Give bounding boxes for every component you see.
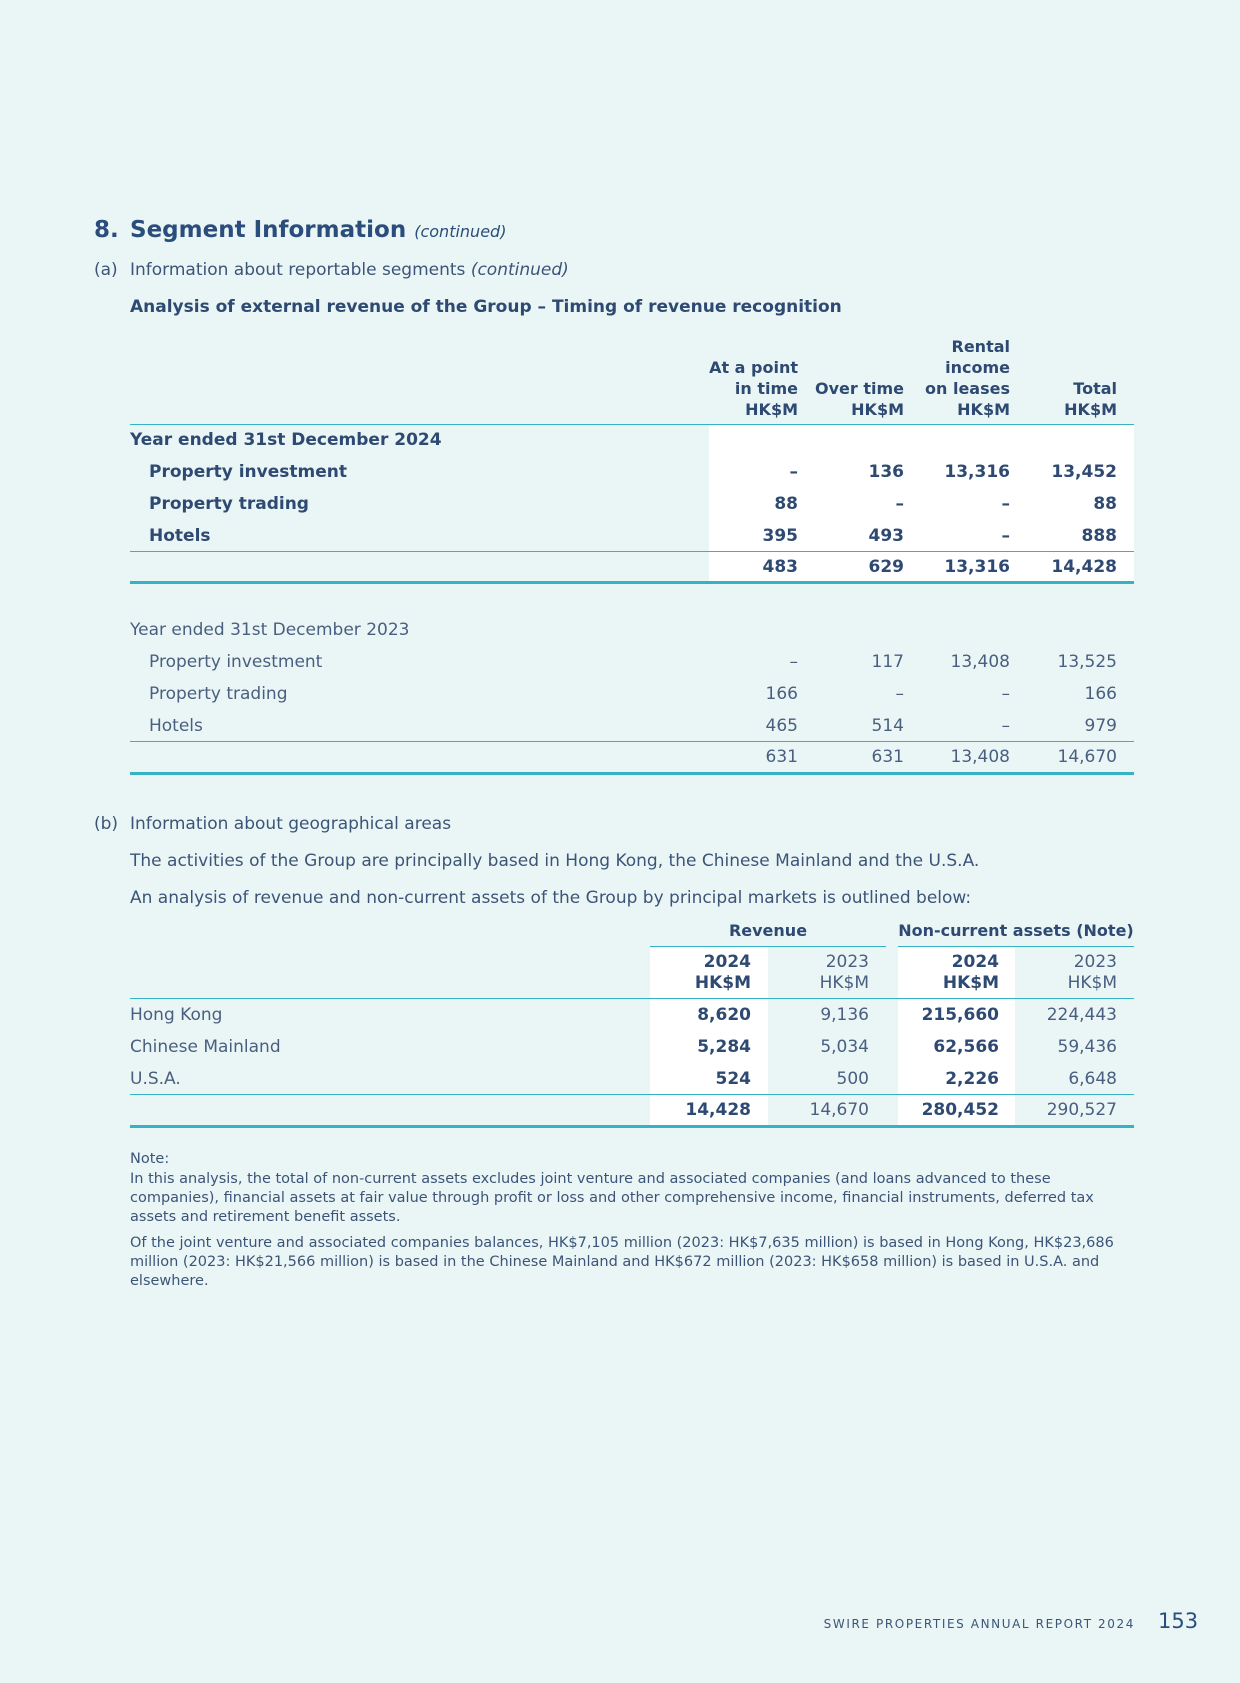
table1-2024-total-cell: 14,428 [1051, 557, 1117, 577]
table2-group-revenue-rule [650, 946, 886, 947]
table1-2023-total-cell: 13,408 [950, 747, 1010, 767]
table1-2023-row-label: Property trading [149, 684, 288, 704]
table1-2024-cell: 88 [774, 494, 798, 514]
header-line: HK$M [745, 400, 798, 419]
table2-header-revenue-2023 [768, 952, 869, 994]
part-b-paragraph-1: The activities of the Group are principally based in Hong Kong, the Chinese Mainland and the U.S.A. [130, 851, 980, 871]
table1-2023-cell: – [789, 652, 798, 672]
table1-2024-total-cell: 13,316 [944, 557, 1010, 577]
analysis-title: Analysis of external revenue of the Group – Timing of revenue recognition [130, 297, 842, 317]
table2-total-rule [130, 1125, 1134, 1128]
header-line: HK$M [851, 400, 904, 419]
table1-2023-total-cell: 631 [871, 747, 904, 767]
table1-2023-cell: 166 [1084, 684, 1117, 704]
header-line: on leases [925, 379, 1010, 398]
table1-header-over-time [790, 378, 904, 420]
note-paragraph-1: In this analysis, the total of non-current assets excludes joint venture and associated companies (and loans advanced to these companies), financial assets at fair value through profit or loss and other comprehensive income, financial instruments, deferred tax assets and retirement benefit assets. [130, 1171, 1094, 1225]
table2-group-assets-rule [898, 946, 1134, 947]
table1-2024-row-label: Property investment [149, 462, 347, 482]
table1-2023-cell: 166 [765, 684, 798, 704]
section-continued: (continued) [414, 222, 507, 241]
header-line: HK$M [1064, 400, 1117, 419]
table1-2024-subtotal-rule [130, 551, 1134, 552]
table1-header-point-in-time [680, 357, 798, 420]
table1-2024-cell: 88 [1093, 494, 1117, 514]
note-paragraph-2: Of the joint venture and associated companies balances, HK$7,105 million (2023: HK$7,635 million) is based in Hong Kong, HK$23,686 million (2023: HK$21,566 million) is based in the Chinese Mainland and HK$672 million (2023: HK$658 million) is based in U.S.A. and elsewhere. [130, 1235, 1114, 1289]
table2-cell: 2,226 [945, 1069, 999, 1089]
table2-cell: 8,620 [697, 1005, 751, 1025]
table2-header-assets-2024 [898, 952, 999, 994]
footer-report-title: SWIRE PROPERTIES ANNUAL REPORT 2024 [823, 1617, 1135, 1631]
header-line: 2023 [1073, 952, 1117, 972]
table2-cell: 62,566 [933, 1037, 999, 1057]
table1-year-2023-label: Year ended 31st December 2023 [130, 620, 410, 640]
header-line: Total [1073, 379, 1117, 398]
table1-2023-cell: 13,408 [950, 652, 1010, 672]
table1-2024-cell: 136 [868, 462, 904, 482]
table1-2024-cell: 395 [762, 526, 798, 546]
table1-2024-total-cell: 483 [762, 557, 798, 577]
table1-2024-total-cell: 629 [868, 557, 904, 577]
table2-group-revenue: Revenue [728, 921, 808, 940]
table1-2023-total-cell: 631 [765, 747, 798, 767]
header-line: Over time [815, 379, 904, 398]
table2-cell: 5,284 [697, 1037, 751, 1057]
table1-2023-cell: 465 [765, 716, 798, 736]
table1-2023-cell: 13,525 [1057, 652, 1117, 672]
header-line: HK$M [819, 973, 869, 993]
part-b-label: (b) [94, 814, 119, 834]
table1-2024-cell: 493 [868, 526, 904, 546]
table2-cell: 9,136 [820, 1005, 869, 1025]
table1-header-rental-income [896, 336, 1010, 420]
note-label: Note: [130, 1151, 170, 1167]
table1-2024-cell: – [1001, 494, 1010, 514]
table2-header-revenue-2024 [650, 952, 751, 994]
header-line: HK$M [1067, 973, 1117, 993]
page-number: 153 [1158, 1609, 1199, 1633]
table1-2024-row-label: Hotels [149, 526, 211, 546]
section-title-text: Segment Information [130, 217, 407, 243]
table2-cell: 6,648 [1068, 1069, 1117, 1089]
part-a-heading-text: Information about reportable segments [130, 260, 466, 280]
table1-2023-total-cell: 14,670 [1057, 747, 1117, 767]
table2-cell: 524 [715, 1069, 751, 1089]
table1-2023-row-label: Hotels [149, 716, 203, 736]
table2-row-label: Hong Kong [130, 1005, 223, 1025]
table1-2023-cell: – [895, 684, 904, 704]
header-line: HK$M [942, 973, 999, 993]
table1-year-2024-label: Year ended 31st December 2024 [130, 430, 442, 450]
table1-header-total [1002, 378, 1117, 420]
table1-2023-cell: – [1001, 684, 1010, 704]
table1-2024-cell: 888 [1081, 526, 1117, 546]
table1-2024-cell: – [895, 494, 904, 514]
header-line: in time [734, 379, 798, 398]
table1-2023-cell: – [1001, 716, 1010, 736]
header-line: 2023 [825, 952, 869, 972]
table1-2024-cell: – [789, 462, 798, 482]
section-title [130, 217, 506, 243]
table1-2024-cell: – [1001, 526, 1010, 546]
table2-row-label: U.S.A. [130, 1069, 181, 1089]
table2-total-cell: 290,527 [1046, 1100, 1117, 1120]
table2-total-cell: 280,452 [921, 1100, 999, 1120]
table1-2023-subtotal-rule [130, 741, 1134, 742]
table2-cell: 59,436 [1057, 1037, 1117, 1057]
header-line: income [945, 358, 1010, 377]
table2-total-cell: 14,428 [685, 1100, 751, 1120]
table2-group-assets: Non-current assets (Note) [898, 921, 1134, 940]
part-a-heading [130, 260, 569, 280]
table1-2024-total-rule [130, 581, 1134, 584]
table2-cell: 500 [836, 1069, 869, 1089]
table2-total-cell: 14,670 [809, 1100, 869, 1120]
table1-2023-cell: 117 [871, 652, 904, 672]
table1-2023-cell: 514 [871, 716, 904, 736]
table1-2023-row-label: Property investment [149, 652, 323, 672]
table1-2024-row-label: Property trading [149, 494, 309, 514]
part-a-label: (a) [94, 260, 118, 280]
table1-2023-total-rule [130, 772, 1134, 775]
table2-row-label: Chinese Mainland [130, 1037, 281, 1057]
section-number: 8. [94, 217, 119, 243]
table2-cell: 5,034 [820, 1037, 869, 1057]
table2-cell: 215,660 [921, 1005, 999, 1025]
part-b-paragraph-2: An analysis of revenue and non-current assets of the Group by principal markets is outlined below: [130, 888, 972, 908]
table2-header-rule [130, 998, 1134, 999]
header-line: 2024 [703, 952, 751, 972]
header-line: 2024 [951, 952, 999, 972]
header-line: HK$M [694, 973, 751, 993]
part-b-heading: Information about geographical areas [130, 814, 452, 834]
header-line: At a point [709, 358, 798, 377]
table1-2023-cell: 979 [1084, 716, 1117, 736]
part-a-continued: (continued) [470, 260, 569, 280]
table2-cell: 224,443 [1046, 1005, 1117, 1025]
table1-2024-cell: 13,452 [1051, 462, 1117, 482]
table2-subtotal-rule [130, 1094, 1134, 1095]
header-line: HK$M [957, 400, 1010, 419]
table1-header-rule [130, 424, 1134, 425]
table2-header-assets-2023 [1015, 952, 1117, 994]
header-line: Rental [951, 337, 1010, 356]
table1-2024-cell: 13,316 [944, 462, 1010, 482]
